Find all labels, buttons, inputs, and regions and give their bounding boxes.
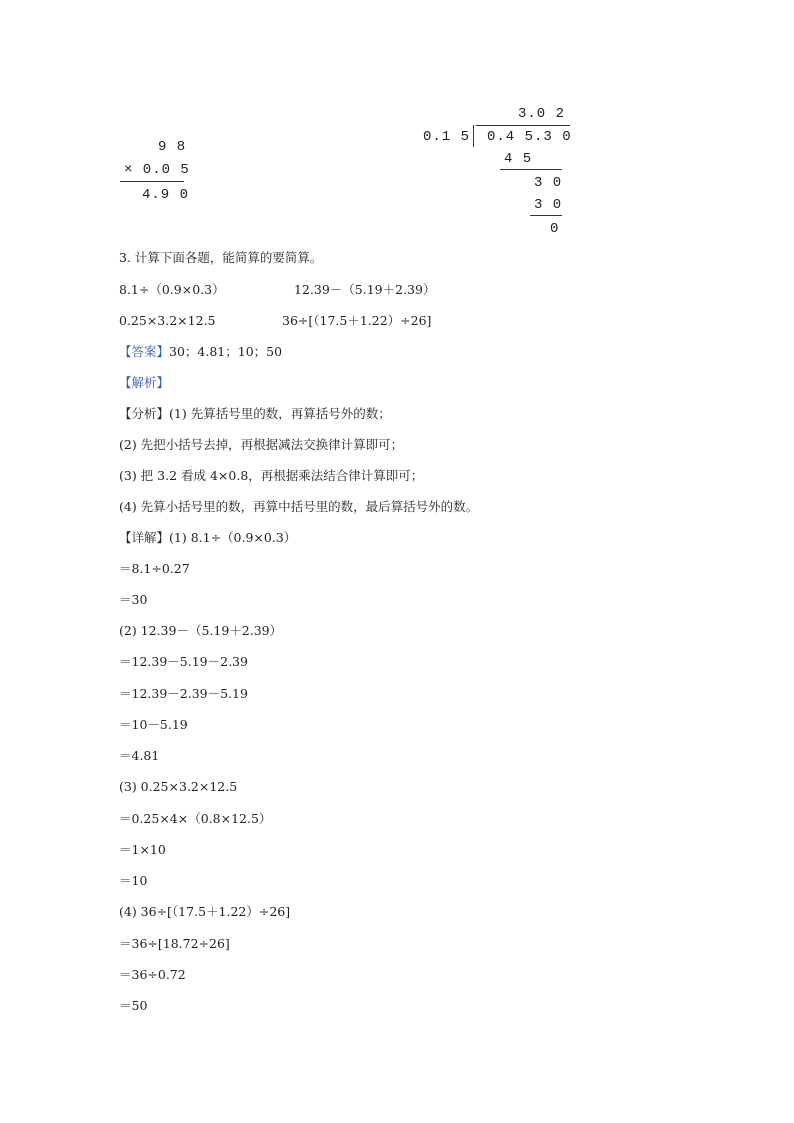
detail-line: ＝36÷[18.72÷26]	[119, 936, 230, 951]
multiplier: × 0.0 5	[124, 162, 190, 178]
division-bar	[476, 125, 570, 126]
detail-line: ＝4.81	[119, 748, 160, 763]
analysis-label: 【解析】	[119, 375, 170, 390]
detail-line: ＝30	[119, 592, 148, 607]
division-step-3: 3 0	[534, 197, 563, 213]
division-dividend: 0.4 5.3 0	[487, 129, 572, 145]
detail-line: ＝10	[119, 873, 148, 888]
detail-line: ＝1×10	[119, 842, 166, 857]
question-title: 3. 计算下面各题，能简算的要简算。	[119, 250, 323, 265]
question-expr-4: 36÷[（17.5＋1.22）÷26]	[282, 313, 432, 328]
detail-line: ＝0.25×4×（0.8×12.5）	[119, 811, 272, 826]
question-expr-2: 12.39－（5.19＋2.39）	[294, 282, 436, 297]
multiplication-result: 4.9 0	[142, 187, 190, 203]
answer-label: 【答案】	[119, 344, 170, 359]
answer-text: 30；4.81；10；50	[169, 344, 283, 359]
detail-label: 【详解】	[119, 530, 170, 545]
division-rule-1	[500, 169, 562, 170]
detail-line-first	[119, 530, 296, 546]
division-bracket	[473, 125, 474, 147]
detail-line: ＝10－5.19	[119, 717, 188, 732]
multiplicand: 9 8	[158, 139, 187, 155]
detail-line: ＝8.1÷0.27	[119, 561, 190, 576]
detail-line: ＝36÷0.72	[119, 967, 186, 982]
detail-line: (4) 36÷[（17.5＋1.22）÷26]	[119, 904, 291, 919]
detail-line: ＝12.39－5.19－2.39	[119, 654, 248, 669]
answer-line	[119, 344, 282, 360]
fenxi-line-2: (2) 先把小括号去掉，再根据减法交换律计算即可；	[119, 437, 404, 452]
fenxi-line-1	[119, 406, 391, 422]
division-rule-2	[530, 215, 562, 216]
fenxi-line-3: (3) 把 3.2 看成 4×0.8，再根据乘法结合律计算即可；	[119, 468, 424, 483]
division-divisor: 0.1 5	[423, 129, 471, 145]
detail-text-first: (1) 8.1÷（0.9×0.3）	[169, 530, 297, 545]
division-quotient: 3.0 2	[518, 106, 566, 122]
detail-line: (3) 0.25×3.2×12.5	[119, 779, 238, 794]
division-step-2: 3 0	[534, 175, 563, 191]
detail-line: ＝50	[119, 998, 148, 1013]
question-expr-1: 8.1÷（0.9×0.3）	[119, 282, 225, 297]
multiplication-rule	[120, 181, 184, 182]
fenxi-text-1: (1) 先算括号里的数，再算括号外的数；	[169, 406, 391, 421]
fenxi-label: 【分析】	[119, 406, 170, 421]
question-expr-3: 0.25×3.2×12.5	[119, 313, 216, 328]
detail-line: ＝12.39－2.39－5.19	[119, 686, 248, 701]
division-step-1: 4 5	[504, 151, 533, 167]
detail-line: (2) 12.39－（5.19＋2.39）	[119, 623, 283, 638]
division-remainder: 0	[550, 221, 560, 237]
fenxi-line-4: (4) 先算小括号里的数，再算中括号里的数，最后算括号外的数。	[119, 499, 479, 514]
